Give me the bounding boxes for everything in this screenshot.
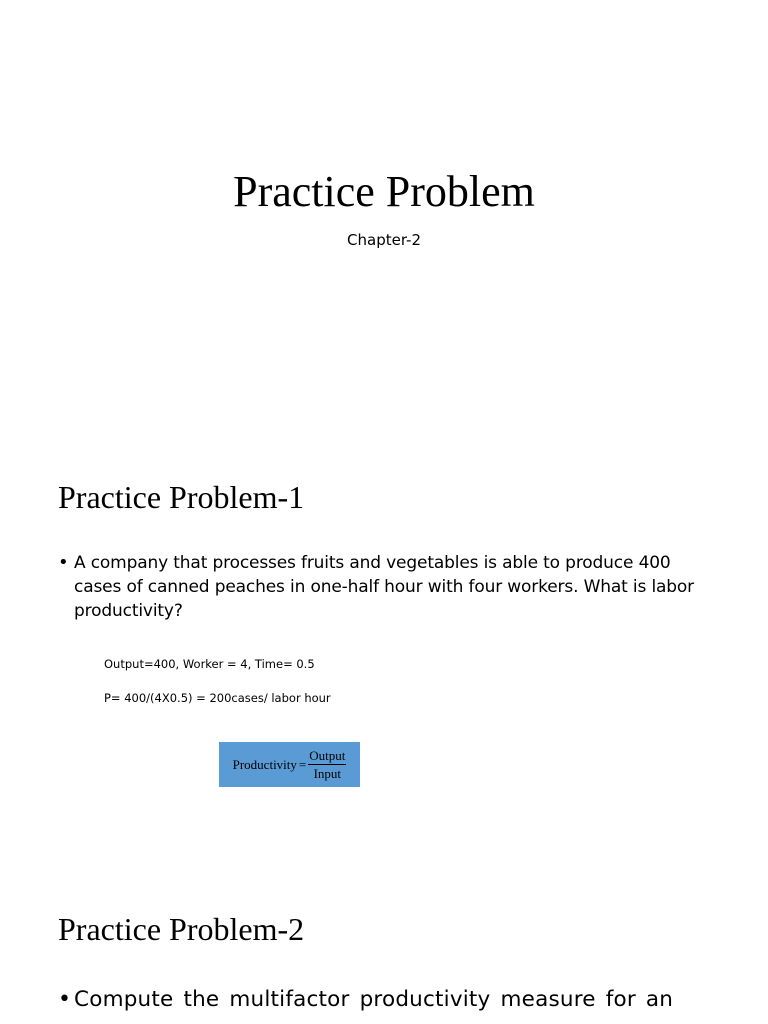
problem-2-title: Practice Problem-2 xyxy=(58,911,305,947)
formula-equals: = xyxy=(298,756,307,772)
problem-2-bullet xyxy=(58,986,710,1014)
slide-subtitle: Chapter-2 xyxy=(347,231,421,249)
bullet-icon: • xyxy=(58,552,69,573)
slide-title-main: Practice Problem xyxy=(233,167,535,216)
bullet-icon: • xyxy=(58,987,71,1012)
problem-1-bullet xyxy=(58,551,698,623)
given-values-line: Output=400, Worker = 4, Time= 0.5 xyxy=(104,657,315,671)
problem-2-text: Compute the multifactor productivity measure for an xyxy=(74,987,674,1012)
formula-fraction xyxy=(308,748,346,781)
problem-1-title: Practice Problem-1 xyxy=(58,479,305,515)
productivity-calculation-line: P= 400/(4X0.5) = 200cases/ labor hour xyxy=(104,691,331,705)
problem-1-text: A company that processes fruits and vegetables is able to produce 400 cases of canned peaches in one-half hour with four workers. What is labor productivity? xyxy=(74,553,695,621)
formula-numerator: Output xyxy=(309,748,346,763)
formula-lhs: Productivity xyxy=(232,756,297,772)
formula-denominator: Input xyxy=(313,766,342,781)
productivity-formula xyxy=(219,742,360,787)
